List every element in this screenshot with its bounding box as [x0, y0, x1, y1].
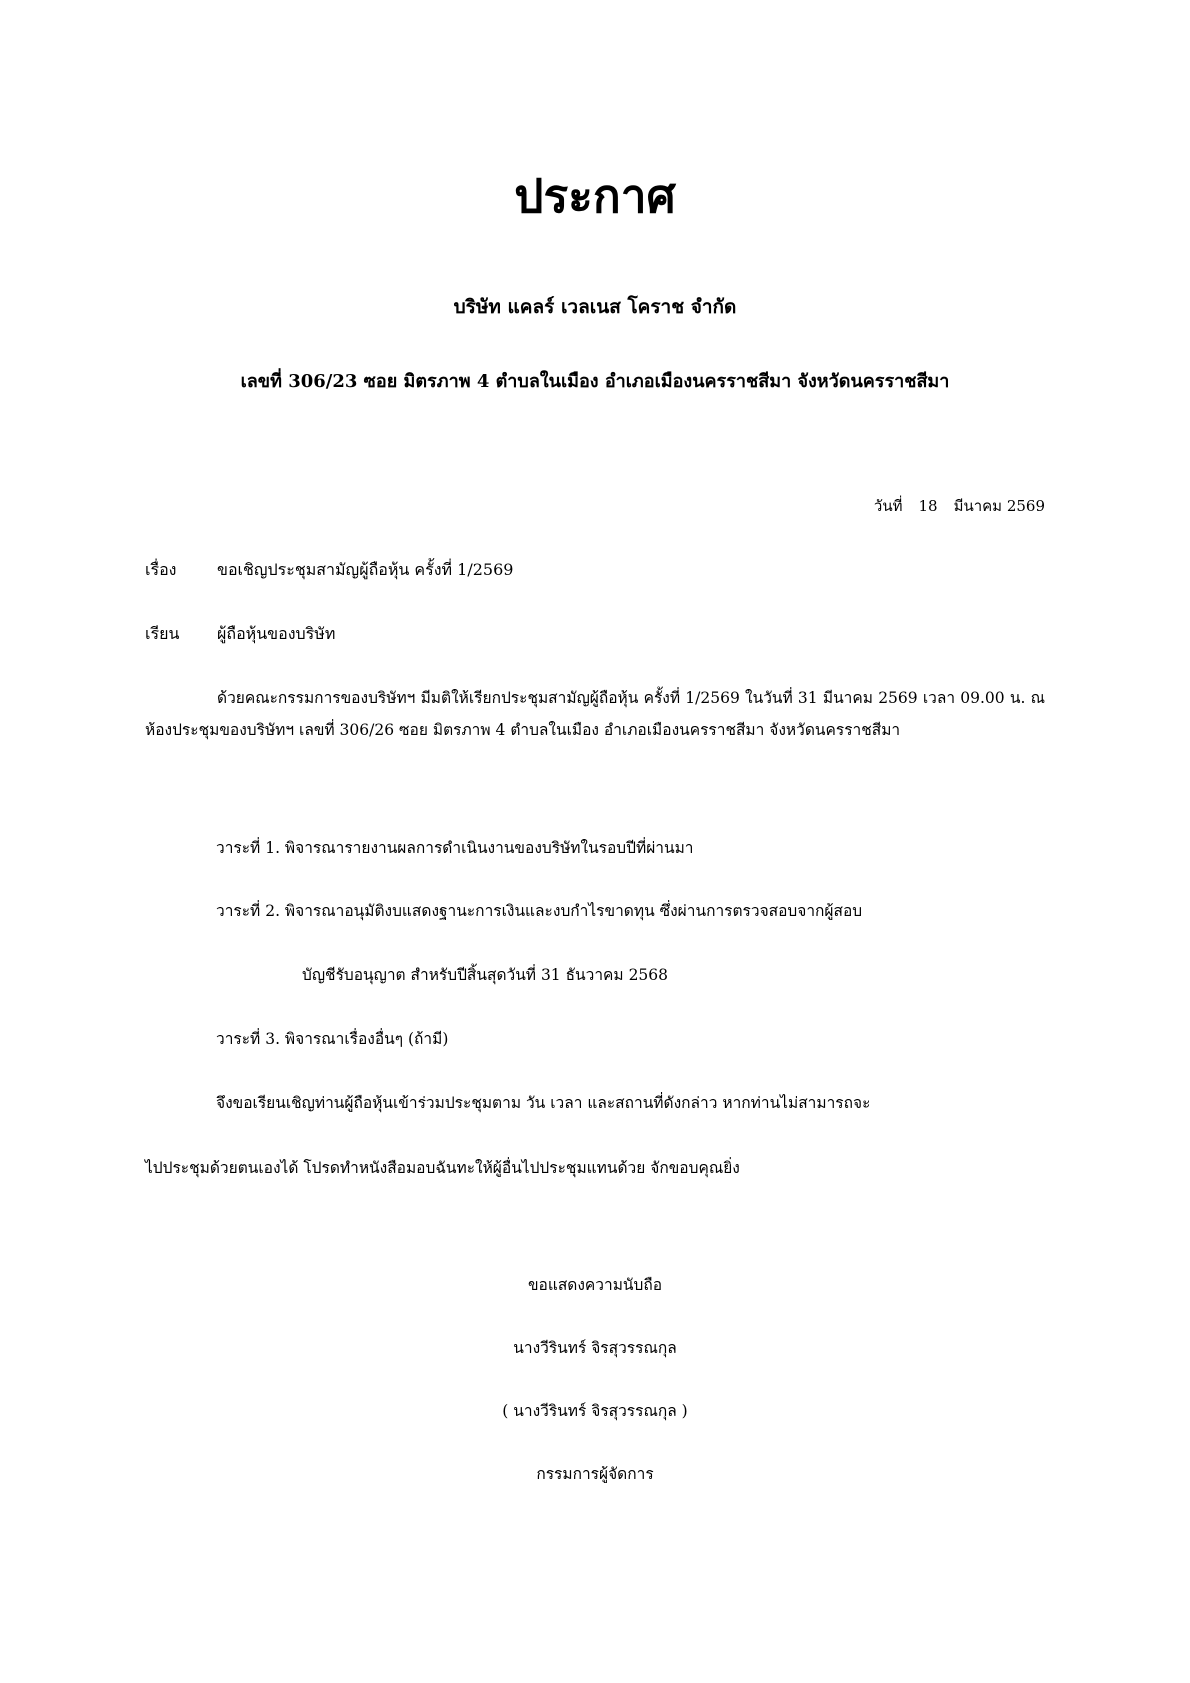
date-label: วันที่: [873, 497, 903, 515]
company-name: บริษัท แคลร์ เวลเนส โคราช จำกัด: [453, 296, 737, 318]
subject-line: [145, 558, 513, 583]
agenda-item-3: วาระที่ 3. พิจารณาเรื่องอื่นๆ (ถ้ามี): [216, 1030, 449, 1048]
agenda-item-2: วาระที่ 2. พิจารณาอนุมัติงบแสดงฐานะการเงินและงบกำไรขาดทุน ซึ่งผ่านการตรวจสอบจากผู้สอบ: [216, 902, 863, 920]
document-title: ประกาศ: [514, 169, 676, 223]
subject-label: เรื่อง: [145, 560, 177, 579]
body-paragraph: [145, 682, 1045, 746]
date-month-year: มีนาคม 2569: [953, 497, 1045, 515]
company-address: เลขที่ 306/23 ซอย มิตรภาพ 4 ตำบลในเมือง อำเภอเมืองนครราชสีมา จังหวัดนครราชสีมา: [240, 371, 950, 392]
body-paragraph-text: ด้วยคณะกรรมการของบริษัทฯ มีมติให้เรียกประชุมสามัญผู้ถือหุ้น ครั้งที่ 1/2569 ในวันที่ 31 มีนาคม 2569 เวลา 09.00 น. ณ ห้องประชุมของบริษัทฯ เลขที่ 306/26 ซอย มิตรภาพ 4 ตำบลในเมือง อำเภอเมืองนครราชสีมา จังหวัดนครราชสีมา: [145, 689, 1045, 739]
closing-line-1: จึงขอเรียนเชิญท่านผู้ถือหุ้นเข้าร่วมประชุมตาม วัน เวลา และสถานที่ดังกล่าว หากท่านไม่สามารถจะ: [216, 1094, 871, 1112]
document-date: [874, 494, 1045, 518]
agenda-item-2-continued: บัญชีรับอนุญาต สำหรับปีสิ้นสุดวันที่ 31 ธันวาคม 2568: [302, 966, 669, 984]
signature-name: นางวีรินทร์ จิรสุวรรณกุล: [513, 1339, 677, 1357]
closing-line-2: ไปประชุมด้วยตนเองได้ โปรดทำหนังสือมอบฉันทะให้ผู้อื่นไปประชุมแทนด้วย จักขอบคุณยิ่ง: [145, 1159, 740, 1177]
recipient-label: เรียน: [145, 624, 180, 643]
signature-regards: ขอแสดงความนับถือ: [527, 1276, 663, 1294]
signature-position: กรรมการผู้จัดการ: [536, 1465, 654, 1483]
signature-name-printed: ( นางวีรินทร์ จิรสุวรรณกุล ): [502, 1402, 688, 1420]
date-day: 18: [918, 497, 938, 515]
subject-text: ขอเชิญประชุมสามัญผู้ถือหุ้น ครั้งที่ 1/2569: [217, 560, 514, 579]
recipient-text: ผู้ถือหุ้นของบริษัท: [217, 624, 336, 643]
agenda-item-1: วาระที่ 1. พิจารณารายงานผลการดำเนินงานของบริษัทในรอบปีที่ผ่านมา: [216, 839, 694, 857]
recipient-line: [145, 622, 335, 647]
